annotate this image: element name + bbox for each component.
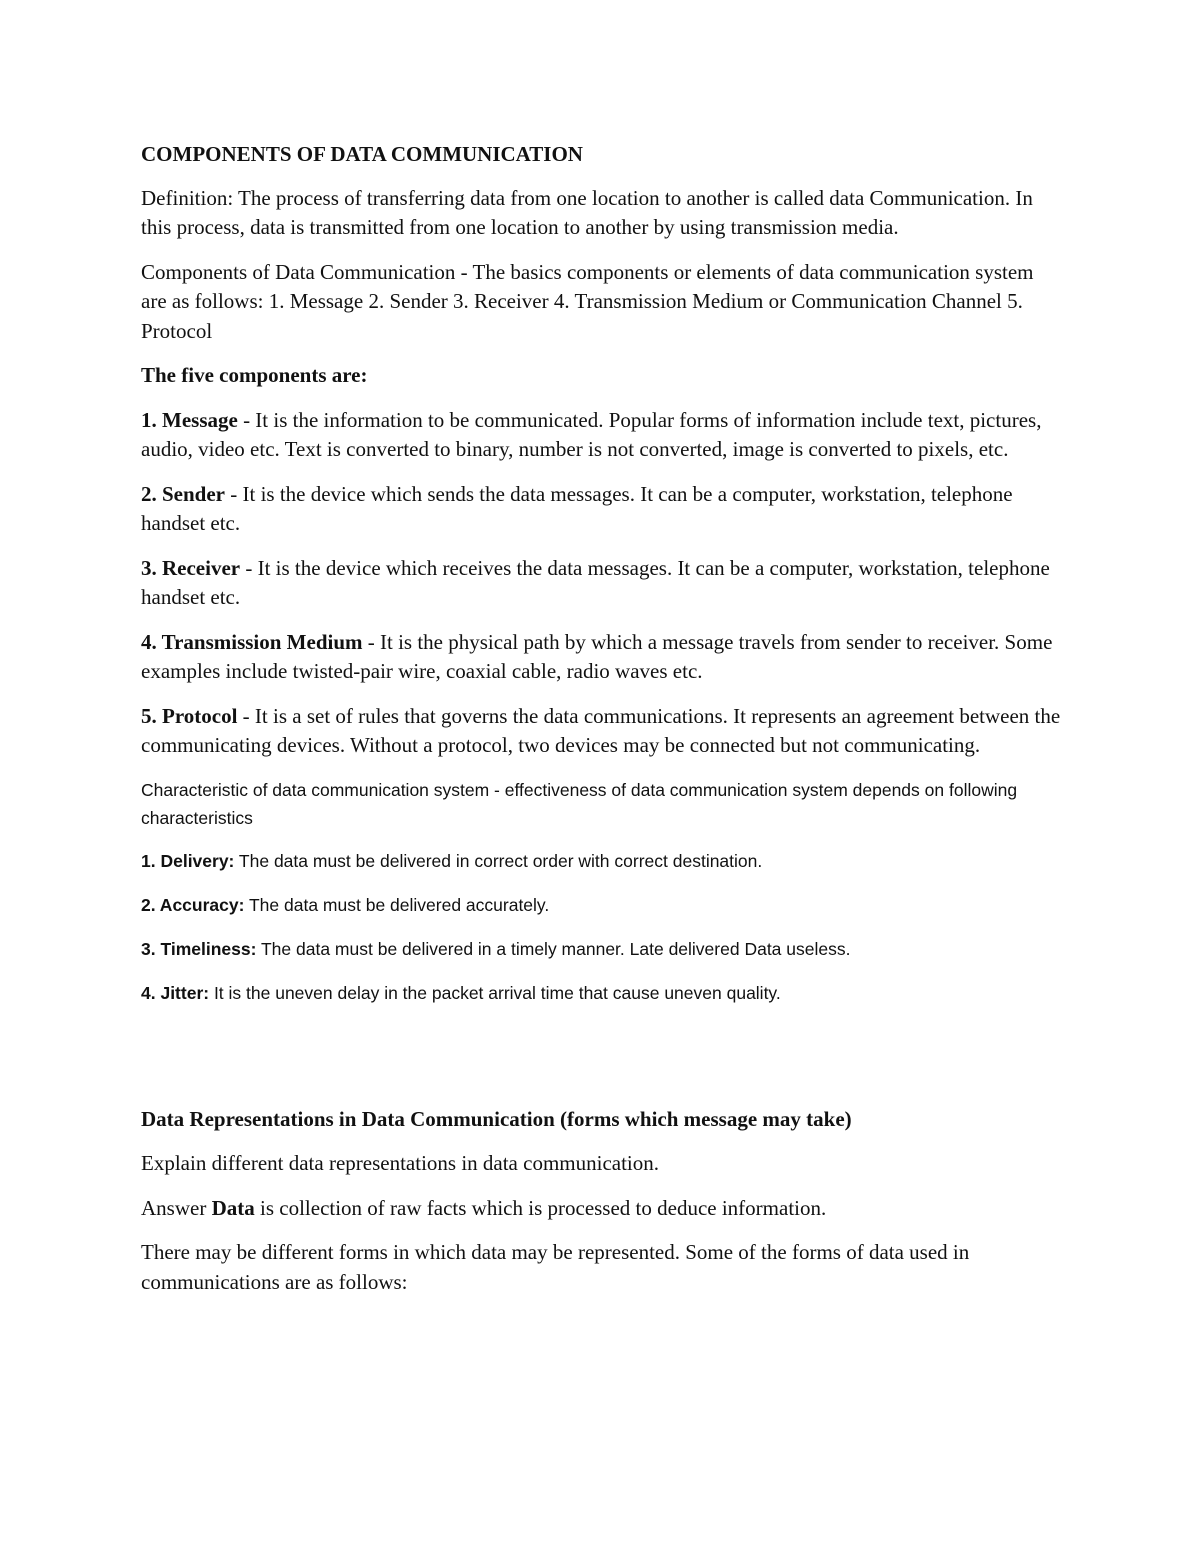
component-text: - It is the physical path by which a message travels from sender to receiver. Some examples include twisted-pair wire, coaxial cable, radio waves etc. — [141, 629, 1053, 683]
representations-heading-text: Data Representations in Data Communication (forms which message may take) — [141, 1106, 852, 1131]
characteristic-accuracy — [141, 891, 1061, 919]
component-receiver — [141, 554, 1061, 613]
component-message — [141, 406, 1061, 465]
characteristic-timeliness — [141, 935, 1061, 963]
component-label: 1. Message — [141, 407, 238, 432]
characteristic-text: The data must be delivered in a timely manner. Late delivered Data useless. — [256, 938, 851, 959]
component-label: 2. Sender — [141, 481, 225, 506]
characteristic-text: It is the uneven delay in the packet arrival time that cause uneven quality. — [209, 982, 781, 1003]
answer-prefix: Answer — [141, 1195, 212, 1220]
characteristics-intro-paragraph: Characteristic of data communication system - effectiveness of data communication system depends on following characteristics — [141, 779, 1018, 828]
component-text: - It is the device which sends the data messages. It can be a computer, workstation, telephone handset etc. — [141, 481, 1013, 535]
five-components-heading-text: The five components are: — [141, 363, 368, 387]
document-content — [141, 140, 1061, 1312]
component-transmission-medium — [141, 628, 1061, 687]
characteristic-delivery — [141, 847, 1061, 875]
five-components-heading — [141, 361, 1061, 391]
characteristic-label: 1. Delivery: — [141, 850, 235, 871]
answer-paragraph — [141, 1194, 1061, 1224]
section-spacer — [141, 1023, 1061, 1105]
characteristic-label: 3. Timeliness: — [141, 938, 257, 959]
component-text: - It is the device which receives the data messages. It can be a computer, workstation, telephone handset etc. — [141, 555, 1050, 609]
component-label: 3. Receiver — [141, 555, 241, 580]
characteristic-text: The data must be delivered in correct order with correct destination. — [234, 850, 763, 871]
forms-paragraph: There may be different forms in which data may be represented. Some of the forms of data used in communications are as follows: — [141, 1240, 970, 1294]
component-label: 4. Transmission Medium — [141, 629, 363, 654]
characteristic-jitter — [141, 979, 1061, 1007]
characteristic-label: 4. Jitter: — [141, 982, 210, 1003]
answer-rest: is collection of raw facts which is processed to deduce information. — [254, 1195, 827, 1220]
definition-paragraph: Definition: The process of transferring data from one location to another is called data Communication. In this process, data is transmitted from one location to another by using transmission media. — [141, 185, 1033, 239]
component-text: - It is a set of rules that governs the data communications. It represents an agreement between the communicating devices. Without a protocol, two devices may be connected but not communicating. — [141, 703, 1061, 757]
component-sender — [141, 480, 1061, 539]
component-label: 5. Protocol — [141, 703, 238, 728]
question-paragraph: Explain different data representations in data communication. — [141, 1151, 660, 1175]
component-protocol — [141, 702, 1061, 761]
component-text: - It is the information to be communicated. Popular forms of information include text, pictures, audio, video etc. Text is converted to binary, number is not converted, image is converted to pixels, etc. — [141, 407, 1042, 461]
components-intro-paragraph: Components of Data Communication - The basics components or elements of data communication system are as follows: 1. Message 2. Sender 3. Receiver 4. Transmission Medium or Communication Channel 5. Protocol — [141, 259, 1034, 343]
answer-bold-term: Data — [211, 1195, 255, 1220]
characteristic-label: 2. Accuracy: — [141, 894, 245, 915]
representations-heading — [141, 1105, 1061, 1135]
characteristic-text: The data must be delivered accurately. — [244, 894, 550, 915]
document-title: COMPONENTS OF DATA COMMUNICATION — [141, 142, 583, 166]
